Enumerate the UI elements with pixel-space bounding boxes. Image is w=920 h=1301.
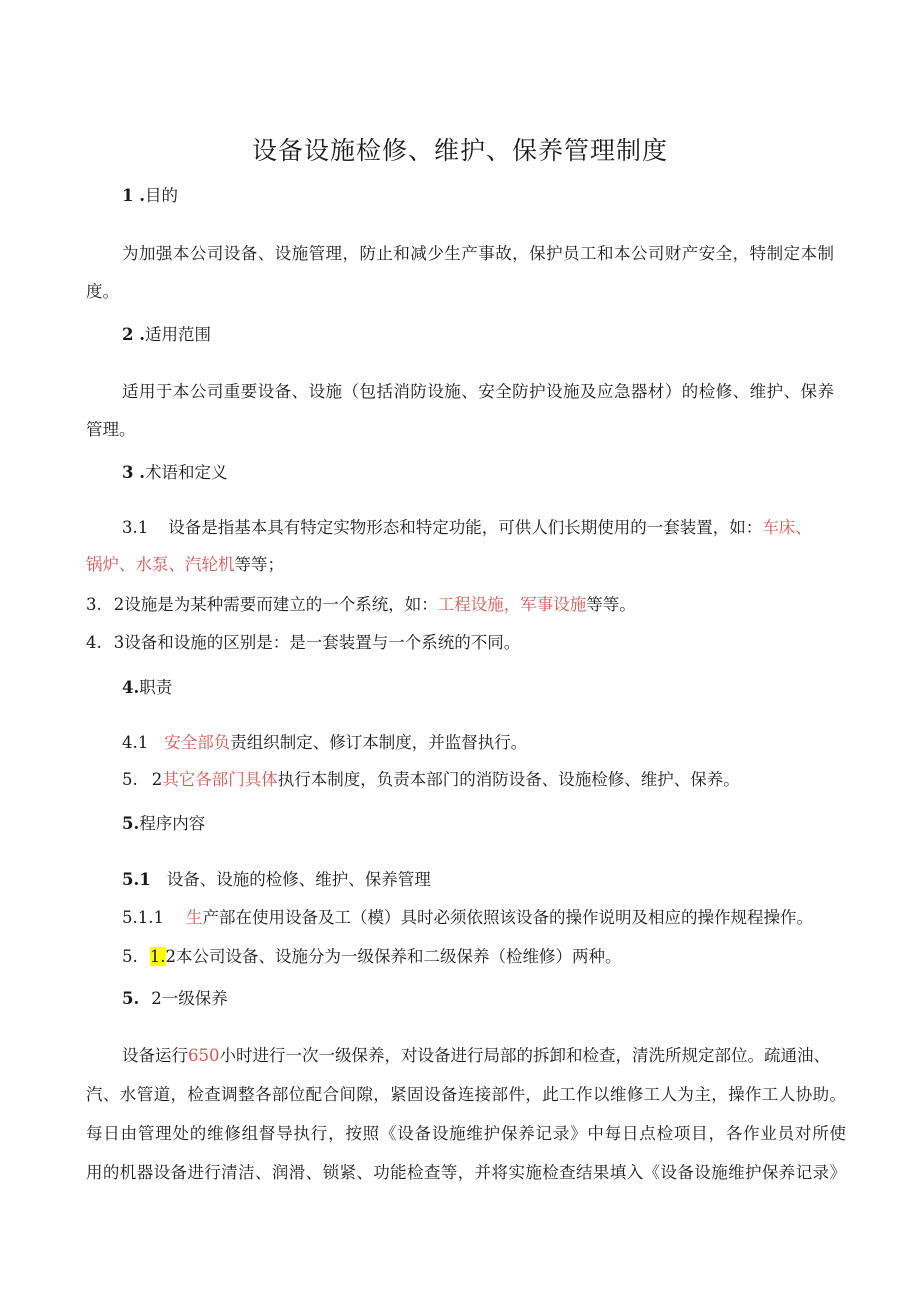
section-5-heading (122, 813, 205, 835)
item-5-1-2 (122, 946, 622, 968)
page-title: 设备设施检修、维护、保养管理制度 (251, 136, 668, 165)
section-5-title: 程序内容 (139, 814, 206, 833)
subsection-5-2-title: 2一级保养 (151, 989, 228, 1008)
item-4-1-text: 责组织制定、修订本制度，并监督执行。 (230, 733, 528, 752)
item-3-1-tail: 等等； (234, 555, 284, 574)
item-4-1-dept: 安全部负 (164, 733, 231, 752)
item-3-3-number: 4. (86, 633, 102, 652)
section-5-2-lead: 设备运行 (122, 1046, 188, 1065)
item-4-1 (122, 732, 527, 754)
item-3-3 (86, 632, 520, 654)
item-3-3-text: 3设备和设施的区别是：是一套装置与一个系统的不同。 (113, 633, 521, 652)
subsection-5-1-title: 设备、设施的检修、维护、保养管理 (166, 870, 431, 889)
section-2-heading (122, 324, 211, 346)
section-1-title: 目的 (144, 186, 178, 205)
section-5-2-paragraph-line-1 (122, 1045, 830, 1067)
section-3-heading (122, 462, 227, 484)
item-5-1-2-number: 5. (122, 947, 138, 966)
item-5-1-1-red: 生 (185, 908, 203, 927)
section-5-2-paragraph-line-3: 每日由管理处的维修组督导执行，按照《设备设施维护保养记录》中每日点检项目，各作业员对所使 (86, 1124, 846, 1143)
item-3-2-examples: 工程设施，军事设施 (437, 595, 587, 614)
item-5-1-2-highlight: 1. (149, 947, 166, 966)
section-2-number: 2 (122, 325, 134, 344)
section-1-paragraph-line-1: 为加强本公司设备、设施管理，防止和减少生产事故，保护员工和本公司财产安全，特制定本制 (122, 244, 834, 263)
item-3-1-line-2 (86, 554, 284, 576)
section-4-heading (122, 677, 172, 699)
section-1-paragraph-line-2: 度。 (86, 282, 119, 301)
item-5-1-1-text: 产部在使用设备及工（模）具时必须依照该设备的操作说明及相应的操作规程操作。 (202, 908, 813, 927)
item-4-2-dept: 其它各部门具体 (162, 770, 278, 789)
section-5-2-paragraph-line-4: 用的机器设备进行清洁、润滑、锁紧、功能检查等，并将实施检查结果填入《设备设施维护保养记录》 (86, 1163, 846, 1182)
subsection-5-2-heading (122, 988, 228, 1010)
item-3-2 (86, 594, 636, 616)
section-5-2-hours: 650 (188, 1046, 220, 1065)
item-5-1-1 (122, 907, 813, 929)
section-3-number: 3 (122, 463, 134, 482)
item-4-2 (122, 769, 740, 791)
item-3-1-example-1: 车床、 (762, 518, 812, 537)
section-2-sep: . (133, 325, 145, 344)
section-4-number: 4. (122, 678, 140, 697)
section-3-title: 术语和定义 (144, 463, 228, 482)
item-3-1-number: 3.1 (122, 518, 149, 537)
subsection-5-2-number: 5. (122, 989, 140, 1008)
item-3-1-text: 设备是指基本具有特定实物形态和特定功能，可供人们长期使用的一套装置，如： (168, 518, 763, 537)
item-4-2-lead: 2 (151, 770, 163, 789)
item-4-2-text: 执行本制度，负责本部门的消防设备、设施检修、维护、保养。 (277, 770, 740, 789)
item-3-2-lead: 2设施是为某种需要而建立的一个系统，如： (113, 595, 438, 614)
section-2-title: 适用范围 (144, 325, 211, 344)
section-5-number: 5. (122, 814, 140, 833)
section-2-paragraph-line-1: 适用于本公司重要设备、设施（包括消防设施、安全防护设施及应急器材）的检修、维护、保养 (122, 382, 834, 401)
item-5-1-2-text: 2本公司设备、设施分为一级保养和二级保养（检维修）两种。 (165, 947, 622, 966)
item-3-1-example-2: 锅炉、水泵、汽轮机 (86, 555, 235, 574)
section-2-paragraph-line-2: 管理。 (86, 420, 136, 439)
section-5-2-paragraph-line-2: 汽、水管道，检查调整各部位配合间隙，紧固设备连接部件，此工作以维修工人为主，操作工人协助。 (86, 1085, 846, 1104)
section-5-2-line-1-text: 小时进行一次一级保养，对设备进行局部的拆卸和检查，清洗所规定部位。疏通油、 (219, 1046, 830, 1065)
item-3-1-line-1 (122, 517, 812, 539)
item-4-1-number: 4.1 (122, 733, 149, 752)
item-3-2-tail: 等等。 (586, 595, 636, 614)
section-1-number: 1 (122, 186, 134, 205)
item-3-2-number: 3. (86, 595, 102, 614)
section-3-sep: . (133, 463, 145, 482)
section-4-title: 职责 (139, 678, 173, 697)
section-1-heading (122, 185, 178, 207)
subsection-5-1-number: 5.1 (122, 870, 151, 889)
item-5-1-1-number: 5.1.1 (122, 908, 164, 927)
subsection-5-1-heading (122, 869, 431, 891)
section-1-sep: . (133, 186, 145, 205)
item-4-2-number: 5. (122, 770, 138, 789)
